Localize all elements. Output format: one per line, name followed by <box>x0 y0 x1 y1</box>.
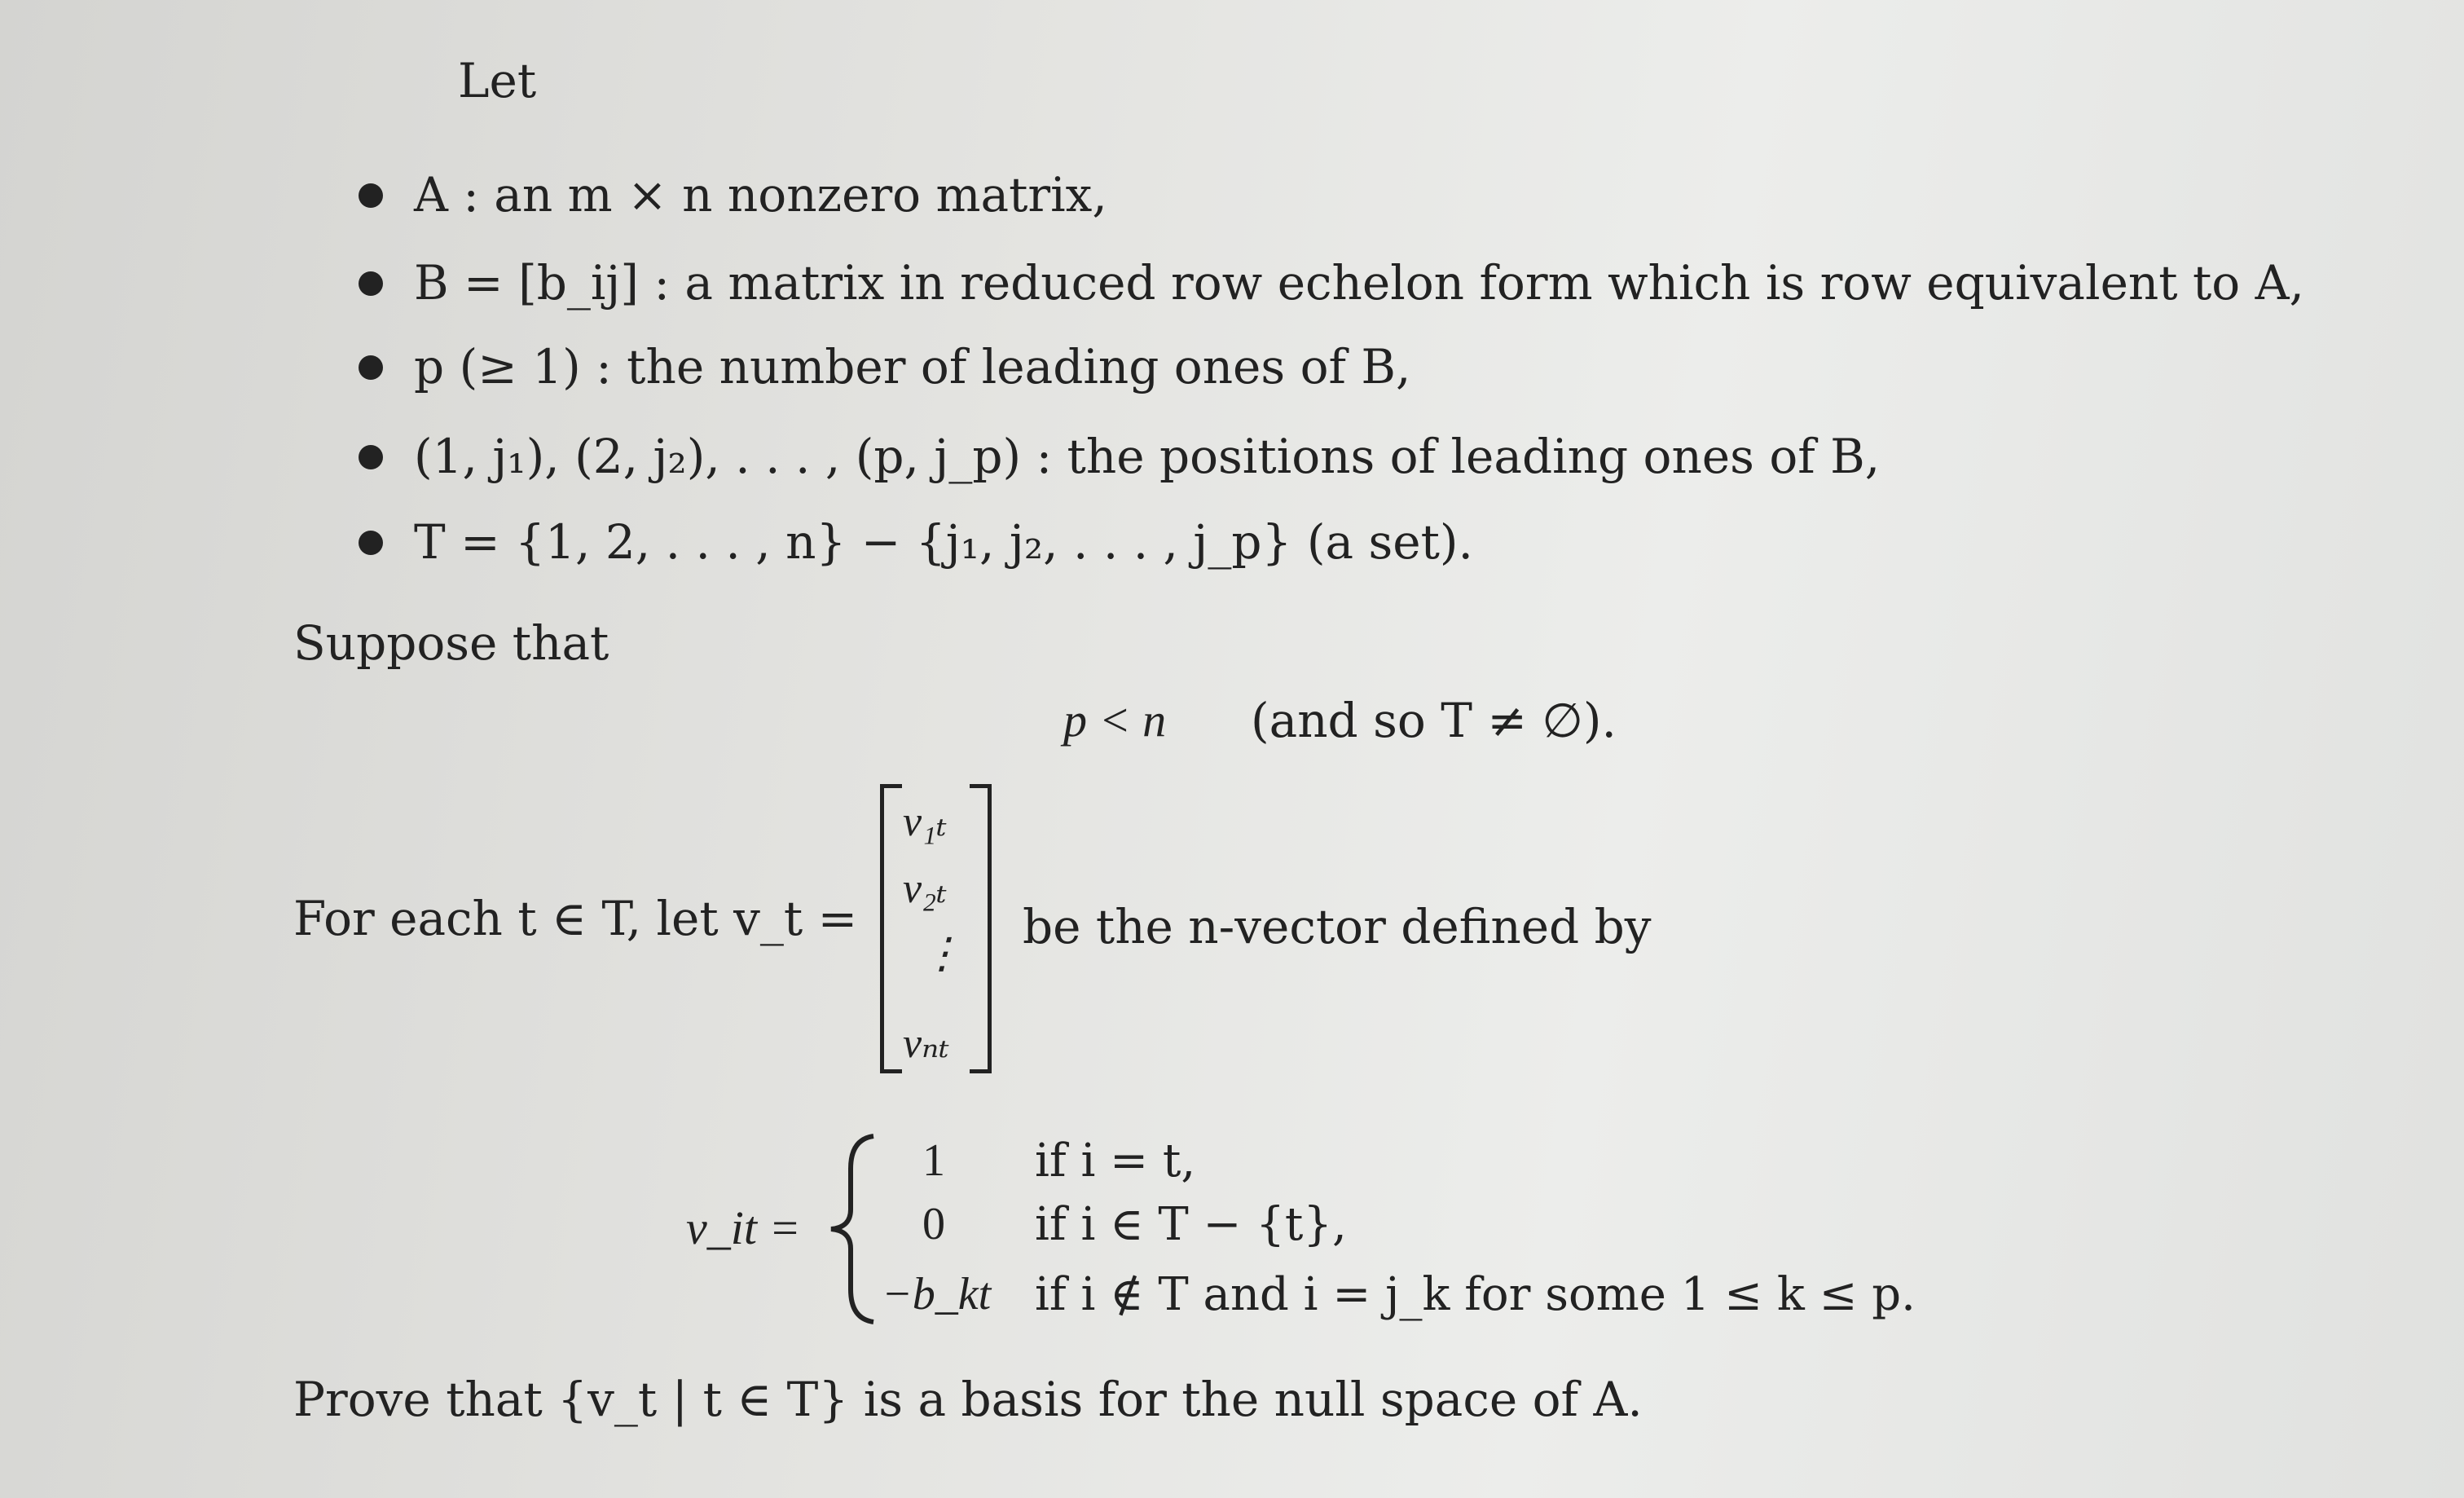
bullet-dot <box>359 531 383 555</box>
case-condition: if i ∉ T and i = j_k for some 1 ≤ k ≤ p. <box>1035 1268 1916 1321</box>
condition-formula: p < n <box>1063 694 1167 747</box>
bullet-dot <box>359 183 383 208</box>
vector-right-bracket <box>970 784 992 1073</box>
bullet-item: (1, j₁), (2, j₂), . . . , (p, j_p) : the positions of leading ones of B, <box>414 429 1881 484</box>
bullet-dot <box>359 271 383 296</box>
bullet-item: B = [b_ij] : a matrix in reduced row echelon form which is row equivalent to A, <box>414 255 2304 311</box>
case-value: 0 <box>922 1199 945 1249</box>
bullet-dot <box>359 445 383 469</box>
left-brace <box>823 1131 888 1327</box>
case-value: 1 <box>922 1135 945 1186</box>
vector-entry: v₁ₜ <box>903 799 947 845</box>
bullet-item: A : an m × n nonzero matrix, <box>414 167 1107 222</box>
prove-text: Prove that {v_t | t ∈ T} is a basis for the null space of A. <box>293 1372 1643 1427</box>
bullet-item: p (≥ 1) : the number of leading ones of B, <box>414 339 1411 394</box>
suppose-text: Suppose that <box>293 615 609 671</box>
vector-entry: v₂ₜ <box>903 866 947 912</box>
case-value: −b_kt <box>882 1269 992 1320</box>
bullet-dot <box>359 355 383 380</box>
case-condition: if i = t, <box>1035 1135 1196 1187</box>
vector-suffix: be the n-vector defined by <box>1023 899 1652 954</box>
vector-entry: vₙₜ <box>903 1020 949 1067</box>
intro-text: Let <box>458 53 537 108</box>
condition-note: (and so T ≠ ∅). <box>1251 693 1617 748</box>
vector-left-bracket <box>880 784 902 1073</box>
vector-entry: ⋮ <box>921 931 963 977</box>
bullet-item: T = {1, 2, . . . , n} − {j₁, j₂, . . . , j_p} (a set). <box>414 514 1473 570</box>
case-condition: if i ∈ T − {t}, <box>1035 1198 1347 1251</box>
cases-lhs: v_it = <box>686 1201 801 1254</box>
vector-intro: For each t ∈ T, let v_t = <box>293 891 858 946</box>
